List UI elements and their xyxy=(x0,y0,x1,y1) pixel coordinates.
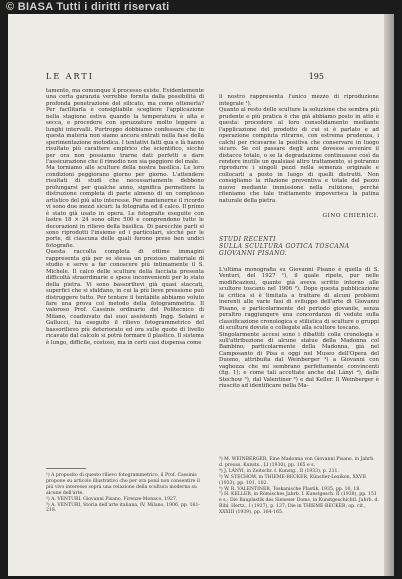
page-number: 195 xyxy=(308,72,324,81)
section-heading: STUDI RECENTI SULLA SCULTURA GOTICA TOSCANA GIOVANNI PISANO. xyxy=(219,235,350,257)
footnotes-left: ¹) A proposito di questo rilievo fotogrammetrico, il Prof. Cassinis propone su articolo illustrativo che per ora ponii non consentire il più vivo interesse sopra una relazione della scultura moderna su alcune dell'arte. ²) A. VENTURI, Giovanni Pisano, Firenze-Monaco, 1927. ³) A. VENTURI, Storia dell'arte italiana, IV, Milano, 1906, pp. 161-218. xyxy=(46,473,200,514)
right-column-text: il nostro rappresenta l'unico mezzo di riproduzione integrale ¹). Quanto al resto delle sculture la soluzione che sembra più prudente e più pratica è che già abbiamo posto in atto è questa: procedere al loro consolidamento mediante l'applicazione del prodotto di cui si è parlato e ad operazione compiuta ritrarne, con estrema prudenza, i calchi per ricavarne la positiva che conservare in luogo sicuro. Se col passare degli anni dovesse avvenire il distacco totale, o se la degradazione continuasse così da rendere inutile un qualsiasi altro trattamento, si potranno riprodurre i singoli pezzi nella semenza originale e collocarli a posto in luogo di quelli distrutti. Non consigliamo la rifazione preventiva e totale del pezzo nuovo mediante immissione nella rulizione, perché riteniamo che tale trattamento impoverisca la patina naturale della pietra. xyxy=(219,94,379,204)
left-column-text: tamento, ma comunque il processo esiste. Evidentemente una certa garanzia verrebbe fornita dalla possibilità di profonda penetrazione del silicato, ma come ottenerla? Per facilitarla è consigliabile scegliere l'applicazione nella stagione estiva quando la temperatura è alta e secca, e procedere con spruzzature molto leggere a lunghi intervalli. Purtroppo dobbiamo confessare che in questa materia non siamo ancora entrati nella fase della sperimentazione metodica. I tentativi fatti qua e là hanno risultato più carattere empirico che scientifico, sicché per ora non possiamo trarne dati perfetti e dare l'assicurazione che il rimedio non sia peggiore del male. Ma torniamo alle sculture della nostra basilica. Le loro condizioni peggiorano giorno per giorno. L'attendere risultati di studi che necessariamente debbono prolungarsi per qualche anno, significa permettere la distruzione completa di parte almeno di un complesso artistico del più alto interesse. Per mantenerne il ricordo vi sono due mezzi sicuri: la fotografia ed il calco. Il primo è stato già usato in opera. Le fotografie eseguite con lastre 18 × 24 sono oltre 500 e comprendono tutte le decorazioni in rilievo della basilica. Di parecchie parti si sono riprodotti l'insieme ed i particolari, sicché per le porte, di ciascuna delle quali furono prese ben undici fotografie. Questa raccolta completa di ottime immagini rappresenta già per se stessa un prezioso materiale di studio e serve a far conoscere più intimamente il S. Michele. Il calco delle sculture della facciata presenta difficoltà straordinarie e spese inconvenienti per lo stato della pietra. Vi sono bassorilievi già quasi staccati, superfici che si sfaldano, in cui la più lieve pressione può distruggere tutto. Per tentare il tentabile abbiamo voluto fare una prova col metodo della fotogrammetria. Il valoroso Prof. Cassinis ordinario del Politecnico di Milano, coadiuvato dai suoi assistenti Ingg. Solaini e Gallucci, ha eseguito il rilievo fotogrammetrico del bassorilievo più deteriorato ed ora sulle quote di livello ricavate dal calcolo si potrà formare il plastico. Il sistema è lungo, difficile, costoso, ma in certi casi dispensa come xyxy=(46,88,204,346)
scanned-page xyxy=(8,14,394,576)
watermark: © BIASA Tutti i diritti riservati xyxy=(6,1,170,13)
footnote-rule xyxy=(46,468,86,469)
running-title: LE ARTI xyxy=(46,72,94,81)
right-column xyxy=(219,88,379,396)
footnotes-right: ³) M. WEINBERGER, Eine Madonna von Giovanni Pisano, in Jahrb. d. preuss. Kunsts., LI (1930), pp. 165 e s. ⁴) J. LÁNYI, in Zeitschr. f. Kunstg., II (1933), p. 211. ⁵) W. STECHOW, in THIEME-BECKER, Künstler-Lexikon, XXVII (1933), pp. 101, 102. ⁶) W. R. VALENTINER, Toskanische Plastik, 1935, pp. 16, 18. ⁷) H. KELLER, in Römisches Jahrb. f. Kunstgesch. II (1938), pp. 151 e s.; Die Bauplastik des Sieneser Doms, in Kunstgeschichtl. Jahrb. d. Bibl. Hertz., I (1937), p. 137; Die in THIEME-BECKER, op. cit., XXXIII (1939), pp. 164-165. xyxy=(219,457,379,516)
running-header xyxy=(46,72,324,84)
right-column-text-2: L'ultima monografia su Giovanni Pisano è quella di S. Venturi, del 1927 ¹), il quale ripete, pur nelle modificazioni, quante già aveva scritto intorno alle scultore toscano nel 1906 ²). Dopo questa pubblicazione la critica si è limitata a trattare di alcuni problemi inerenti alle varie fasi di sviluppo dell'arte di Giovanni Pisano, e particolarmente del periodo giovanile, senza peraltro raggiungere una concordanza di vedute sulla classificazione cronologica e stilistica di sculture o gruppi di sculture dovute o collegate alla scultore toscano. Singolarmente accesi sono i dibattiti colla cronologia e sull'attribuzione di alcune statue della Madonna col Bambino; particolarmente della Madonna, già nel Camposanto di Pisa e oggi nel Museo dell'Opera del Duomo, attribuita dal Weinberger ³) a Giovanni con vaghezza che mi sembrano perfettamente convincenti (fig. 1); e come tali accettate anche dal Lányi ⁴), dalle Stechow ⁵), dal Valentiner ⁶) e dal Keller. Il Weinberger è riuscito ad identificare nella Ma- xyxy=(219,266,379,390)
page-gutter-shadow xyxy=(384,14,394,576)
author-signature: GINO CHIERICI. xyxy=(322,212,379,219)
